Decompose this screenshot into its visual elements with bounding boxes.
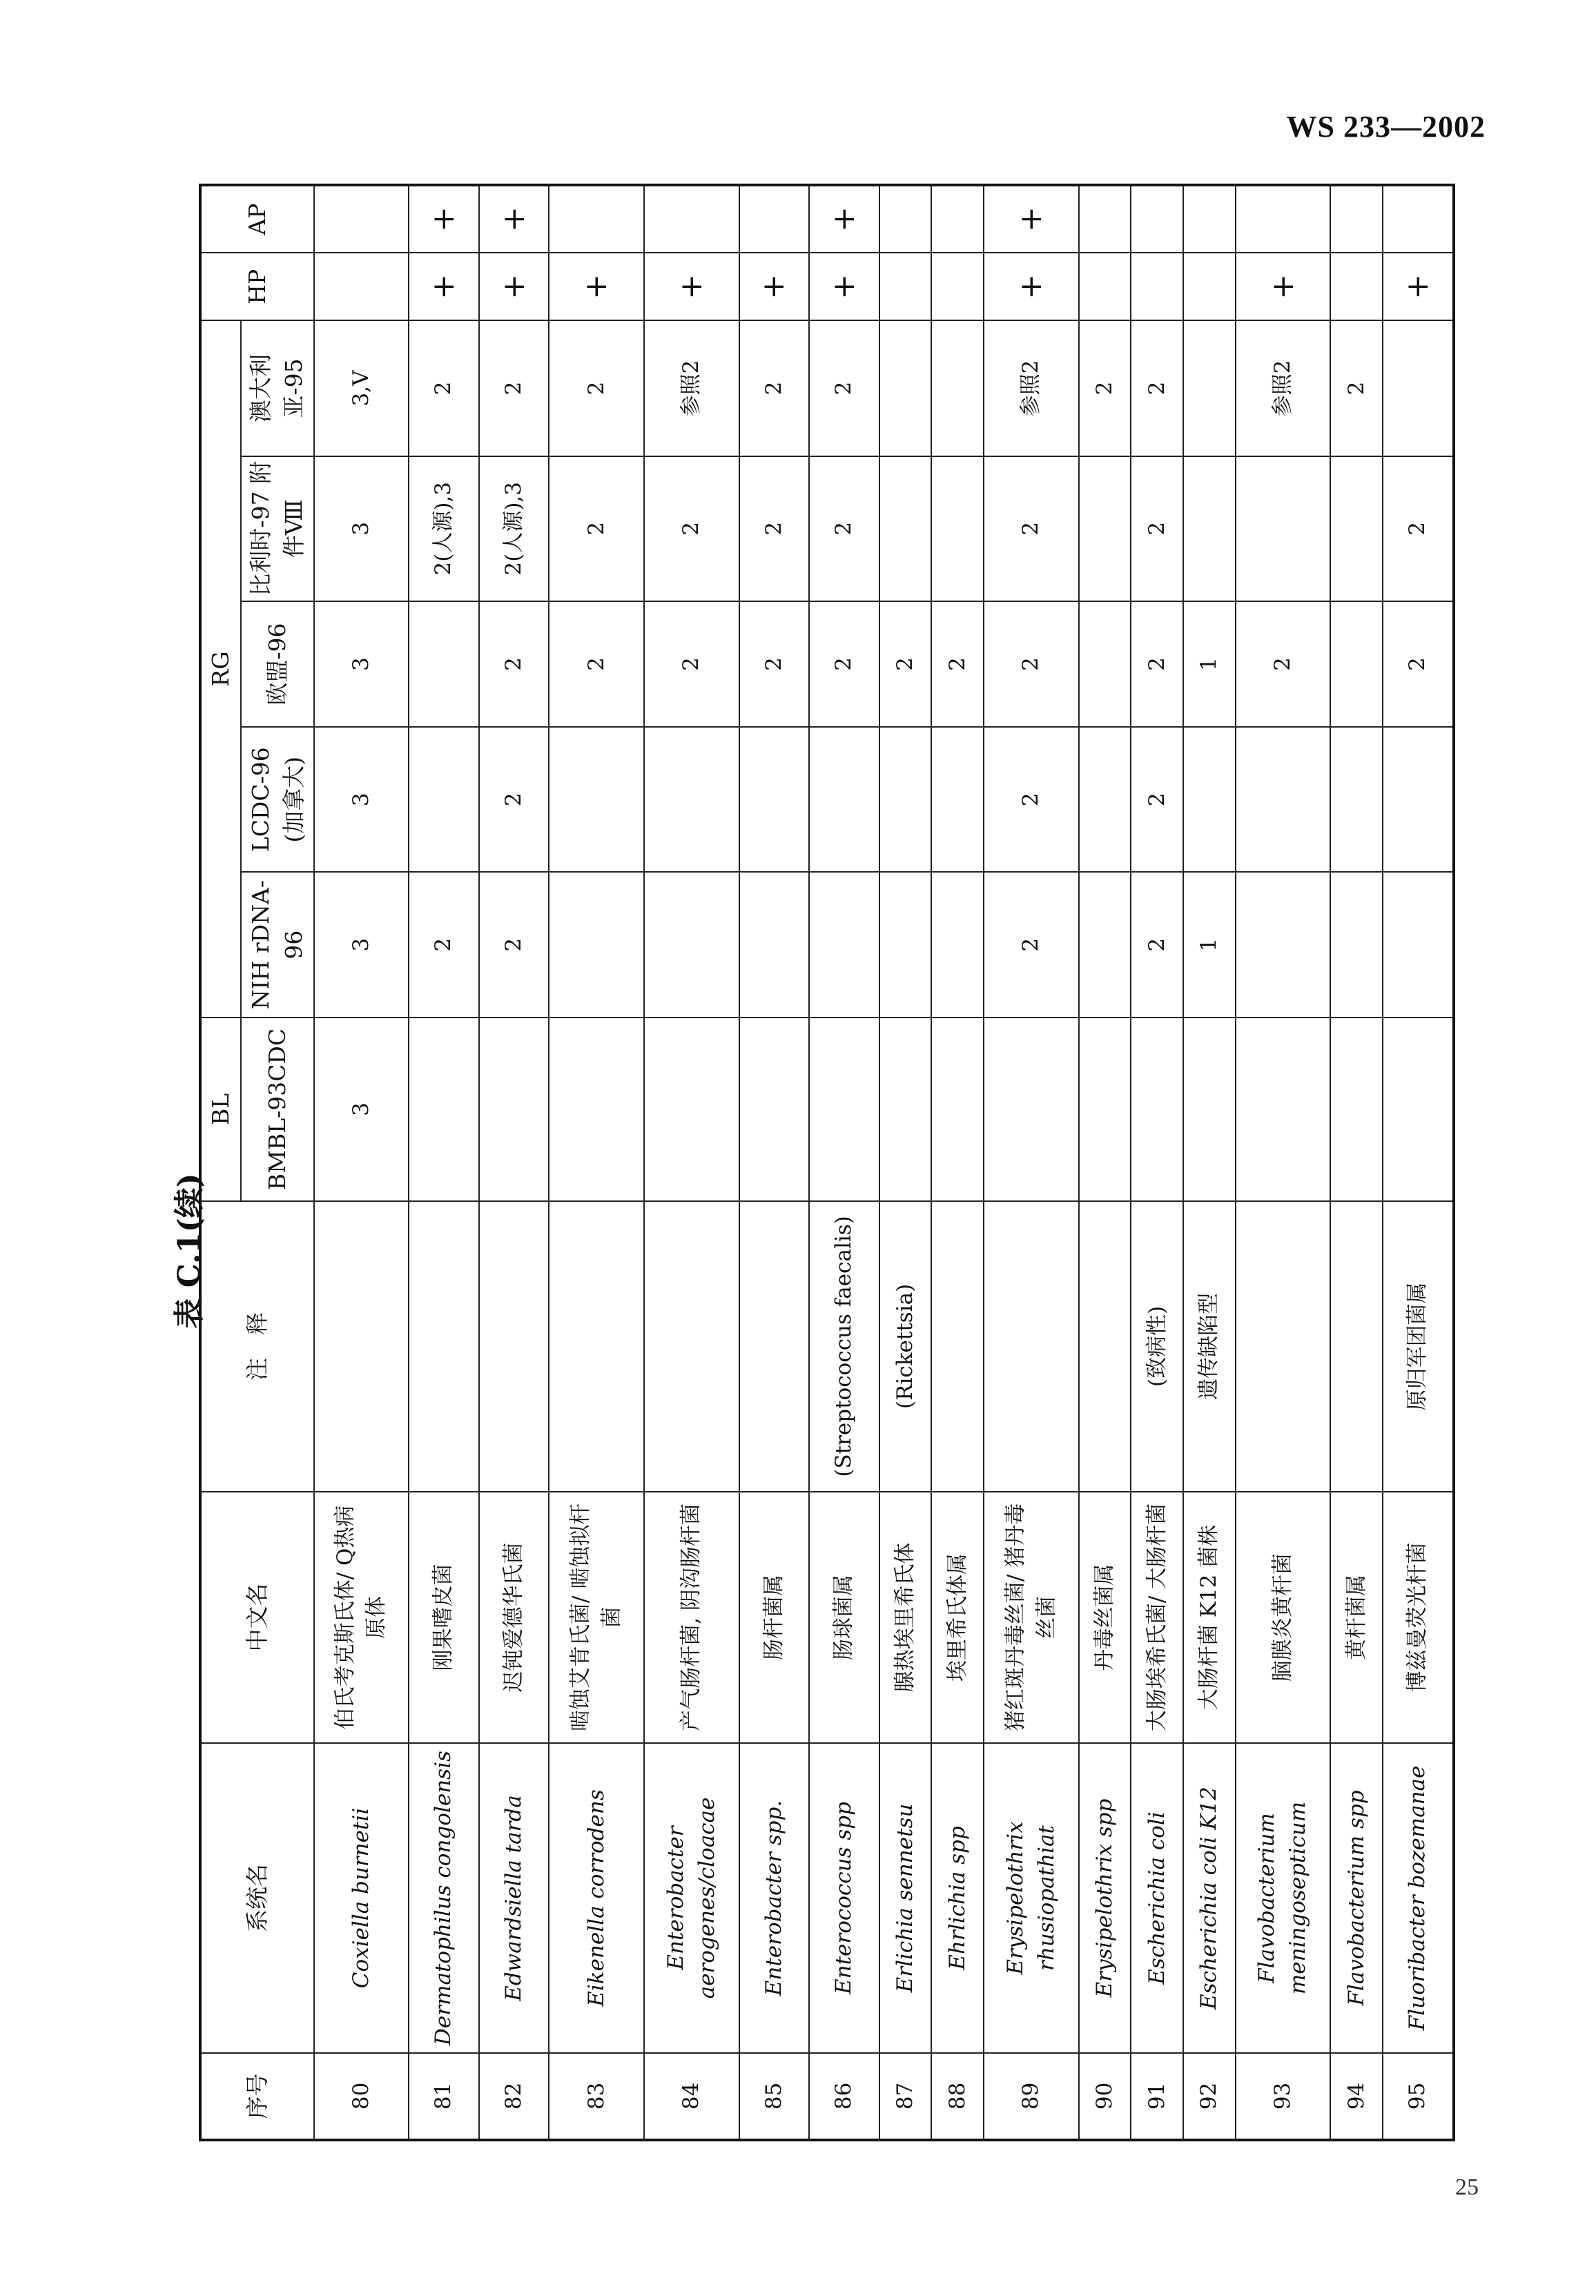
cell-no: 91 (1131, 2053, 1183, 2140)
cell-australia (931, 320, 984, 456)
cell-belgium: 2 (644, 456, 739, 601)
cell-no: 84 (644, 2053, 739, 2140)
cell-eu: 2 (1236, 601, 1331, 727)
cell-no: 92 (1183, 2053, 1236, 2140)
cell-lcdc: 2 (479, 727, 549, 872)
cell-australia: 参照2 (1236, 320, 1331, 456)
cell-hp: + (479, 253, 549, 320)
cell-no: 90 (1079, 2053, 1131, 2140)
cell-bmbl (1236, 1018, 1331, 1201)
cell-chinese-name: 迟钝爱德华氏菌 (479, 1492, 549, 1744)
cell-australia: 2 (479, 320, 549, 456)
pathogen-classification-table (199, 184, 1455, 2141)
cell-ap: + (809, 185, 879, 253)
table-row (1383, 185, 1454, 2140)
cell-eu (1330, 601, 1383, 727)
header-bmbl: BMBL-93CDC (241, 1018, 314, 1201)
cell-belgium (1079, 456, 1131, 601)
cell-nih: 2 (409, 872, 479, 1017)
cell-belgium (879, 456, 932, 601)
cell-hp (931, 253, 984, 320)
cell-system-name: Fluoribacter bozemanae (1383, 1743, 1454, 2053)
cell-eu: 2 (644, 601, 739, 727)
header-nih: NIH rDNA-96 (241, 872, 314, 1017)
cell-note: 遗传缺陷型 (1183, 1201, 1236, 1492)
cell-note (931, 1201, 984, 1492)
cell-bmbl (549, 1018, 644, 1201)
cell-lcdc (739, 727, 810, 872)
cell-system-name: Escherichia coli (1131, 1743, 1183, 2053)
cell-australia: 2 (549, 320, 644, 456)
table-row (409, 185, 479, 2140)
cell-lcdc: 2 (1131, 727, 1183, 872)
header-hp: HP (200, 253, 314, 320)
cell-system-name: Edwardsiella tarda (479, 1743, 549, 2053)
cell-chinese-name: 刚果嗜皮菌 (409, 1492, 479, 1744)
cell-system-name: Coxiella burnetii (314, 1743, 409, 2053)
cell-lcdc: 2 (984, 727, 1079, 872)
cell-note: (Rickettsia) (879, 1201, 932, 1492)
cell-bmbl (809, 1018, 879, 1201)
cell-eu: 2 (931, 601, 984, 727)
cell-ap (1330, 185, 1383, 253)
cell-belgium: 2 (549, 456, 644, 601)
cell-hp (1330, 253, 1383, 320)
cell-system-name: Erysipelothrix rhusiopathiat (984, 1743, 1079, 2053)
cell-ap (1383, 185, 1454, 253)
table-row (1079, 185, 1131, 2140)
cell-hp: + (644, 253, 739, 320)
cell-eu (1079, 601, 1131, 727)
cell-eu: 2 (809, 601, 879, 727)
cell-chinese-name: 肠杆菌属 (739, 1492, 810, 1744)
cell-lcdc (1236, 727, 1331, 872)
cell-system-name: Erysipelothrix spp (1079, 1743, 1131, 2053)
header-rg: RG (200, 320, 241, 1017)
cell-nih (644, 872, 739, 1017)
cell-chinese-name: 大肠埃希氏菌/ 大肠杆菌 (1131, 1492, 1183, 1744)
cell-system-name: Flavobacterium meningosepticum (1236, 1743, 1331, 2053)
table-row (931, 185, 984, 2140)
table-row (879, 185, 932, 2140)
cell-bmbl (1183, 1018, 1236, 1201)
table-row (984, 185, 1079, 2140)
cell-australia: 2 (1131, 320, 1183, 456)
cell-chinese-name: 埃里希氏体属 (931, 1492, 984, 1744)
cell-chinese-name: 腺热埃里希氏体 (879, 1492, 932, 1744)
cell-bmbl (879, 1018, 932, 1201)
cell-note (409, 1201, 479, 1492)
cell-hp: + (1236, 253, 1331, 320)
cell-ap (1236, 185, 1331, 253)
cell-eu (409, 601, 479, 727)
cell-ap (739, 185, 810, 253)
cell-system-name: Escherichia coli K12 (1183, 1743, 1236, 2053)
cell-bmbl (1131, 1018, 1183, 1201)
cell-no: 93 (1236, 2053, 1331, 2140)
cell-nih (1236, 872, 1331, 1017)
header-note: 注 释 (200, 1201, 314, 1492)
cell-australia: 2 (1330, 320, 1383, 456)
cell-hp: + (984, 253, 1079, 320)
cell-belgium: 2(人源),3 (479, 456, 549, 601)
standard-code: WS 233—2002 (1286, 110, 1486, 144)
cell-no: 88 (931, 2053, 984, 2140)
cell-belgium: 2 (1131, 456, 1183, 601)
header-row-1 (200, 185, 241, 2140)
cell-no: 87 (879, 2053, 932, 2140)
cell-chinese-name: 脑膜炎黄杆菌 (1236, 1492, 1331, 1744)
header-system-name: 系统名 (200, 1743, 314, 2053)
cell-bmbl (479, 1018, 549, 1201)
header-ap: AP (200, 185, 314, 253)
cell-system-name: Ehrlichia spp (931, 1743, 984, 2053)
cell-note (1236, 1201, 1331, 1492)
cell-system-name: Erlichia sennetsu (879, 1743, 932, 2053)
table-row (1330, 185, 1383, 2140)
cell-no: 80 (314, 2053, 409, 2140)
cell-note (1330, 1201, 1383, 1492)
cell-lcdc (1383, 727, 1454, 872)
cell-ap: + (479, 185, 549, 253)
cell-ap: + (409, 185, 479, 253)
table-body (314, 185, 1454, 2140)
cell-hp (1079, 253, 1131, 320)
cell-no: 94 (1330, 2053, 1383, 2140)
table-row (479, 185, 549, 2140)
cell-eu: 2 (549, 601, 644, 727)
cell-system-name: Flavobacterium spp (1330, 1743, 1383, 2053)
table-row (1183, 185, 1236, 2140)
cell-chinese-name: 伯氏考克斯氏体/ Q热病原体 (314, 1492, 409, 1744)
cell-nih (739, 872, 810, 1017)
cell-no: 83 (549, 2053, 644, 2140)
cell-hp (1183, 253, 1236, 320)
cell-note: (致病性) (1131, 1201, 1183, 1492)
cell-lcdc (409, 727, 479, 872)
cell-lcdc (644, 727, 739, 872)
cell-belgium: 3 (314, 456, 409, 601)
cell-chinese-name: 丹毒丝菌属 (1079, 1492, 1131, 1744)
header-chinese-name: 中文名 (200, 1492, 314, 1744)
cell-lcdc (879, 727, 932, 872)
cell-bmbl: 3 (314, 1018, 409, 1201)
cell-note (984, 1201, 1079, 1492)
cell-eu: 2 (984, 601, 1079, 727)
cell-belgium (1183, 456, 1236, 601)
cell-nih: 2 (984, 872, 1079, 1017)
cell-ap (1131, 185, 1183, 253)
cell-nih (1383, 872, 1454, 1017)
cell-bmbl (931, 1018, 984, 1201)
cell-eu: 3 (314, 601, 409, 727)
cell-eu: 2 (1383, 601, 1454, 727)
cell-no: 89 (984, 2053, 1079, 2140)
cell-hp: + (739, 253, 810, 320)
cell-lcdc (931, 727, 984, 872)
cell-nih: 1 (1183, 872, 1236, 1017)
cell-australia (879, 320, 932, 456)
cell-hp: + (809, 253, 879, 320)
cell-australia (1383, 320, 1454, 456)
cell-australia: 3,V (314, 320, 409, 456)
cell-note (739, 1201, 810, 1492)
cell-australia (1183, 320, 1236, 456)
cell-belgium: 2 (984, 456, 1079, 601)
cell-bmbl (1383, 1018, 1454, 1201)
cell-hp: + (1383, 253, 1454, 320)
cell-chinese-name: 产气肠杆菌, 阴沟肠杆菌 (644, 1492, 739, 1744)
cell-lcdc (1330, 727, 1383, 872)
cell-ap (644, 185, 739, 253)
cell-chinese-name: 黄杆菌属 (1330, 1492, 1383, 1744)
cell-ap (1183, 185, 1236, 253)
cell-chinese-name: 博兹曼荧光杆菌 (1383, 1492, 1454, 1744)
cell-nih (1079, 872, 1131, 1017)
cell-eu: 2 (879, 601, 932, 727)
cell-ap (879, 185, 932, 253)
cell-ap: + (984, 185, 1079, 253)
rotated-table-container (199, 184, 1455, 2141)
cell-nih (931, 872, 984, 1017)
cell-system-name: Dermatophilus congolensis (409, 1743, 479, 2053)
header-bl: BL (200, 1018, 241, 1201)
cell-note (1079, 1201, 1131, 1492)
cell-lcdc (1183, 727, 1236, 872)
cell-note (479, 1201, 549, 1492)
cell-hp: + (549, 253, 644, 320)
cell-australia: 2 (1079, 320, 1131, 456)
cell-belgium: 2 (739, 456, 810, 601)
cell-hp (879, 253, 932, 320)
table-row (314, 185, 409, 2140)
cell-note: (Streptococcus faecalis) (809, 1201, 879, 1492)
cell-bmbl (984, 1018, 1079, 1201)
cell-eu: 2 (739, 601, 810, 727)
cell-ap (314, 185, 409, 253)
cell-bmbl (739, 1018, 810, 1201)
cell-australia: 2 (409, 320, 479, 456)
cell-belgium: 2 (1383, 456, 1454, 601)
cell-system-name: Eikenella corrodens (549, 1743, 644, 2053)
cell-belgium: 2 (809, 456, 879, 601)
cell-eu: 2 (479, 601, 549, 727)
cell-ap (931, 185, 984, 253)
cell-no: 85 (739, 2053, 810, 2140)
cell-lcdc (1079, 727, 1131, 872)
cell-no: 82 (479, 2053, 549, 2140)
cell-nih: 2 (479, 872, 549, 1017)
cell-belgium: 2(人源),3 (409, 456, 479, 601)
cell-nih (809, 872, 879, 1017)
cell-australia: 2 (809, 320, 879, 456)
cell-system-name: Enterobacter spp. (739, 1743, 810, 2053)
table-row (809, 185, 879, 2140)
cell-australia: 参照2 (644, 320, 739, 456)
cell-australia: 参照2 (984, 320, 1079, 456)
cell-ap (549, 185, 644, 253)
table-row (1236, 185, 1331, 2140)
cell-note (644, 1201, 739, 1492)
cell-bmbl (644, 1018, 739, 1201)
cell-nih (1330, 872, 1383, 1017)
cell-nih: 3 (314, 872, 409, 1017)
cell-note (314, 1201, 409, 1492)
cell-bmbl (409, 1018, 479, 1201)
cell-lcdc (549, 727, 644, 872)
cell-chinese-name: 大肠杆菌 K12 菌株 (1183, 1492, 1236, 1744)
cell-note: 原归军团菌属 (1383, 1201, 1454, 1492)
cell-system-name: Enterococcus spp (809, 1743, 879, 2053)
cell-note (549, 1201, 644, 1492)
cell-hp: + (409, 253, 479, 320)
cell-bmbl (1079, 1018, 1131, 1201)
cell-no: 86 (809, 2053, 879, 2140)
cell-australia: 2 (739, 320, 810, 456)
cell-ap (1079, 185, 1131, 253)
cell-lcdc (809, 727, 879, 872)
cell-belgium (1330, 456, 1383, 601)
table-row (549, 185, 644, 2140)
table-caption-text: 表 C.1(续) (172, 1173, 207, 1329)
cell-belgium (931, 456, 984, 601)
cell-no: 81 (409, 2053, 479, 2140)
cell-chinese-name: 肠球菌属 (809, 1492, 879, 1744)
cell-system-name: Enterobacter aerogenes/cloacae (644, 1743, 739, 2053)
cell-belgium (1236, 456, 1331, 601)
header-australia: 澳大利亚-95 (241, 320, 314, 456)
cell-bmbl (1330, 1018, 1383, 1201)
cell-nih (549, 872, 644, 1017)
cell-chinese-name: 啮蚀艾肯氏菌/ 啮蚀拟杆菌 (549, 1492, 644, 1744)
page-number: 25 (1455, 2175, 1479, 2200)
cell-eu: 2 (1131, 601, 1183, 727)
cell-hp (1131, 253, 1183, 320)
cell-nih (879, 872, 932, 1017)
cell-chinese-name: 猪红斑丹毒丝菌/ 猪丹毒丝菌 (984, 1492, 1079, 1744)
header-eu: 欧盟-96 (241, 601, 314, 727)
header-lcdc: LCDC-96 (加拿大) (241, 727, 314, 872)
cell-eu: 1 (1183, 601, 1236, 727)
table-row (739, 185, 810, 2140)
header-belgium: 比利时-97 附件Ⅷ (241, 456, 314, 601)
cell-hp (314, 253, 409, 320)
header-no: 序号 (200, 2053, 314, 2140)
cell-nih: 2 (1131, 872, 1183, 1017)
cell-no: 95 (1383, 2053, 1454, 2140)
table-row (644, 185, 739, 2140)
table-row (1131, 185, 1183, 2140)
cell-lcdc: 3 (314, 727, 409, 872)
